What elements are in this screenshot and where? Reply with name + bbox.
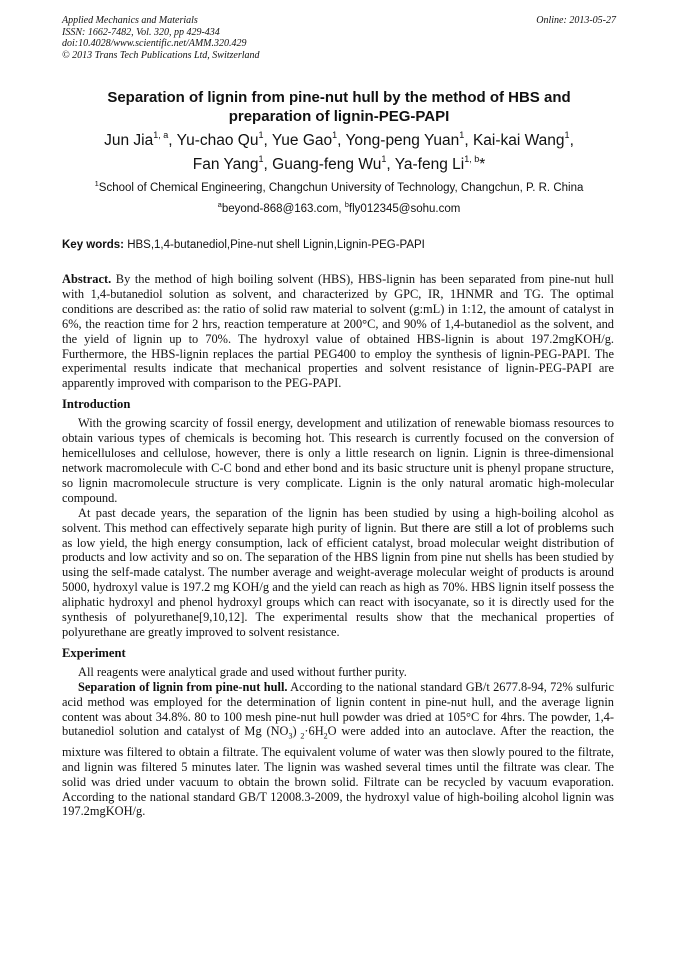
introduction-paragraph-2 xyxy=(62,506,614,640)
abstract-text: By the method of high boiling solvent (HBS), HBS-lignin has been separated from pine-nut hull with 1,4-butanediol solution as solvent, and characterized by GPC, IR, 1HNMR and TG. The optimal conditions are described as: the ratio of solid raw material to solvent (g:mL) in 1:12, the amount of catalyst in 6%, the reaction time for 2 hrs, reaction temperature at 200°C, and 90% of 1,4-butanediol as the solvent, and the yield of lignin up to 70%. The hydroxyl value of obtained HBS-lignin is about 197.2mgKOH/g. Furthermore, the HBS-lignin replaces the partial PEG400 to employ the synthesis of lignin-PEG-PAPI. The experimental results indicate that mechanical properties and solvent resistance of lignin-PEG-PAPI are apparently improved with comparison to the PEG-PAPI. xyxy=(62,272,614,391)
online-date: Online: 2013-05-27 xyxy=(536,15,616,26)
paper-title xyxy=(62,88,616,126)
copyright: © 2013 Trans Tech Publications Ltd, Switzerland xyxy=(62,49,260,61)
paper-body xyxy=(62,272,614,819)
author-sup: 1 xyxy=(332,130,338,140)
experiment-p2-part-a: According to the national standard GB/t 2677.8-94, 72% sulfuric acid method was employed for the determination of lignin content in pine-nut hull, and the average lignin content was about 34.8%. 80 to 100 mesh pine-nut hull powder was dried at 105°C for 4hrs. The powder, 1,4-butanediol solution and catalyst of Mg (NO xyxy=(62,679,614,739)
title-line-2: preparation of lignin-PEG-PAPI xyxy=(228,108,450,125)
author-sep: , xyxy=(337,132,346,149)
introduction-heading: Introduction xyxy=(62,397,131,412)
author-name: Yong-peng Yuan xyxy=(345,132,460,149)
author-sup: 1 xyxy=(459,130,465,140)
author-sup: 1, b xyxy=(464,154,480,164)
author-line-2 xyxy=(62,153,616,177)
author-list xyxy=(62,129,616,177)
intro-p2-part-a: At past decade years, the separation of the lignin has been studied by using a high-boiling alcohol as solvent. This method can effectively separate high purity of lignin. But xyxy=(62,505,614,535)
experiment-p2-part-b: ·6H xyxy=(304,724,324,739)
experiment-heading: Experiment xyxy=(62,645,126,660)
author-sup: 1 xyxy=(381,154,387,164)
abstract-label: Abstract. xyxy=(62,272,112,286)
doi: doi:10.4028/www.scientific.net/AMM.320.429 xyxy=(62,38,247,50)
experiment-p2-close-paren: ) xyxy=(292,724,297,739)
author-sup: 1 xyxy=(564,130,570,140)
author-sup: 1 xyxy=(258,154,264,164)
subscript-h2: 2 xyxy=(323,731,328,741)
experiment-p2-part-c: O were added into an autoclave. After the reaction, the mixture was filtered to obtain a filtrate. The equivalent volume of water was then slowly poured to the filtrate, and lignin was filtered 5 minutes later. The lignin was washed several times until the filtrate was clear. The solid was dried under vacuum to obtain the brown solid. Filtrate can be recycled by vacuum evaporation. According to the national standard GB/T 12008.3-2009, the hydroxyl value of high-boiling alcohol lignin was 197.2mgKOH/g. xyxy=(62,724,614,819)
issn: ISSN: 1662-7482, Vol. 320, pp 429-434 xyxy=(62,26,220,38)
experiment-paragraph-1: All reagents were analytical grade and used without further purity. xyxy=(78,664,407,679)
author-sep: , xyxy=(569,132,574,149)
author-sup: 1, a xyxy=(153,130,169,140)
abstract xyxy=(62,272,614,391)
experiment-p2-label: Separation of lignin from pine-nut hull. xyxy=(78,679,288,694)
email-b: fly012345@sohu.com xyxy=(348,203,461,215)
intro-p2-part-c: such as low yield, the high energy consumption, lack of efficient catalyst, broad molecular weight distribution of products and low activity and so on. The separation of the HBS lignin from pine nut shells has been studied by using the self-made catalyst. The number average and weight-average molecular weight of products is around 5000, hydroxyl value is 197.2 mg KOH/g and the yield can reach as high as 70%. HBS lignin itself possess the aliphatic hydroxyl and phenol hydroxyl groups which can react with isocyanate, so it is directly used for the synthesis of polyurethane[9,10,12]. The experimental results show that the mechanical properties of polyurethane are greatly improved to solvent resistance. xyxy=(62,520,614,639)
journal-header xyxy=(62,15,260,61)
subscript-2: 2 xyxy=(296,731,305,741)
author-sep: , xyxy=(386,156,395,173)
author-name: Jun Jia xyxy=(104,132,154,149)
author-name: Yu-chao Qu xyxy=(176,132,259,149)
author-line-1 xyxy=(62,129,616,153)
author-sup: 1 xyxy=(258,130,264,140)
author-sep: , xyxy=(168,132,177,149)
author-sep: , xyxy=(464,132,473,149)
author-sep: , xyxy=(263,132,272,149)
author-name: Yue Gao xyxy=(271,132,333,149)
author-name: Guang-feng Wu xyxy=(272,156,382,173)
keywords-text: HBS,1,4-butanediol,Pine-nut shell Lignin,Lignin-PEG-PAPI xyxy=(124,239,425,251)
keywords-label: Key words: xyxy=(62,239,124,251)
affiliation xyxy=(62,181,616,195)
author-emails xyxy=(62,202,616,216)
introduction-paragraph-1: With the growing scarcity of fossil energy, development and utilization of renewable biomass resources to obtain various types of chemicals is becoming hot. This research is currently focused on the conversion of hemicelluloses and cellulose, however, there is only a little research on lignin. Lignin is three-dimensional network macromolecule with C-C bond and ether bond and its basic structure unit is phenyl propane structure, so lignin macromolecule structure is very complicate. Lignin is the only natural aromatic high-molecular compound. xyxy=(62,416,614,505)
email-a: beyond-868@163.com, xyxy=(221,203,345,215)
author-name: Fan Yang xyxy=(192,156,259,173)
email-sup-a: a xyxy=(217,200,222,209)
author-sep: , xyxy=(263,156,273,173)
author-sep: * xyxy=(479,156,486,173)
affiliation-sup: 1 xyxy=(94,179,99,188)
email-sup-b: b xyxy=(344,200,349,209)
author-name: Kai-kai Wang xyxy=(472,132,565,149)
journal-name: Applied Mechanics and Materials xyxy=(62,15,198,26)
keywords xyxy=(62,238,616,252)
title-line-1: Separation of lignin from pine-nut hull by the method of HBS and xyxy=(107,89,571,106)
author-name: Ya-feng Li xyxy=(394,156,465,173)
experiment-paragraph-2 xyxy=(62,680,614,820)
intro-p2-part-b: there are still a lot of problems xyxy=(421,520,588,535)
affiliation-text: School of Chemical Engineering, Changchun University of Technology, Changchun, P. R. China xyxy=(98,182,584,194)
subscript-3: 3 xyxy=(288,731,293,741)
